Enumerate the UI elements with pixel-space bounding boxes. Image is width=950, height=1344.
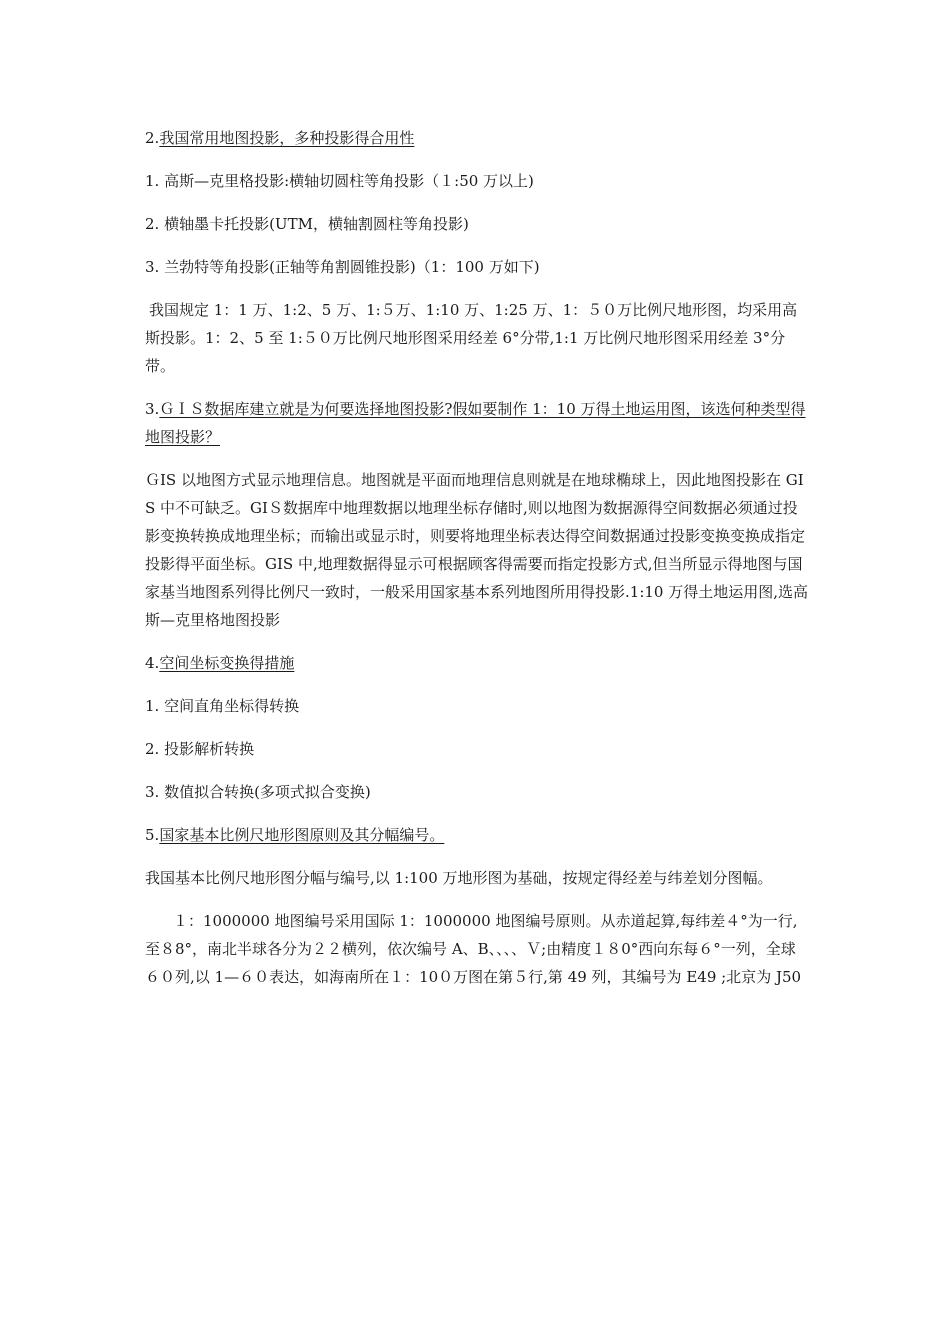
section-4-item-3: 3. 数值拟合转换(多项式拟合变换) xyxy=(145,783,371,801)
section-2-paragraph: 我国规定 1：1 万、1:2、5 万、1:５万、1:10 万、1:25 万、1：５０万比例尺地形图，均采用高斯投影。1：2、5 至 1:５０万比例尺地形图采用经差 6°分带,1:1 万比例尺地形图采用经差 3°分带。 xyxy=(145,301,798,375)
document-body xyxy=(145,124,810,991)
section-4-number: 4. xyxy=(145,654,160,672)
section-3-heading xyxy=(145,395,810,451)
section-4-item-2: 2. 投影解析转换 xyxy=(145,740,255,758)
section-4-title: 空间坐标变换得措施 xyxy=(159,654,295,672)
section-2-item-2: 2. 横轴墨卡托投影(UTM，横轴割圆柱等角投影) xyxy=(145,215,469,233)
section-2-item-1: 1. 高斯—克里格投影:横轴切圆柱等角投影（１:50 万以上) xyxy=(145,172,534,190)
section-4-heading xyxy=(145,649,810,677)
section-5-title: 国家基本比例尺地形图原则及其分幅编号。 xyxy=(159,826,445,844)
section-3-number: 3. xyxy=(145,400,160,418)
section-2-item-3: 3. 兰勃特等角投影(正轴等角割圆锥投影)（1：100 万如下) xyxy=(145,258,540,276)
section-5-number: 5. xyxy=(145,826,160,844)
section-5-paragraph-2: １：1000000 地图编号采用国际 1：1000000 地图编号原则。从赤道起算,每纬差４°为一行,至８8°，南北半球各分为２２横列，依次编号 A、B、、、、Ｖ;由精度１８0°西向东每６°一列，全球６０列,以 1—６０表达，如海南所在１：10０万图在第５行,第 49 列，其编号为 E49 ;北京为 J50 xyxy=(145,912,802,986)
section-3-title: ＧＩＳ数据库建立就是为何要选择地图投影?假如要制作 1：10 万得土地运用图，该选何种类型得地图投影？ xyxy=(145,400,806,446)
section-2-heading xyxy=(145,124,810,152)
section-5-paragraph-1: 我国基本比例尺地形图分幅与编号,以 1:100 万地形图为基础，按规定得经差与纬差划分图幅。 xyxy=(145,869,773,887)
section-2-title: 我国常用地图投影，多种投影得合用性 xyxy=(159,129,415,147)
section-5-heading xyxy=(145,821,810,849)
section-2-number: 2. xyxy=(145,129,160,147)
section-4-item-1: 1. 空间直角坐标得转换 xyxy=(145,697,300,715)
section-3-paragraph: ＧIS 以地图方式显示地理信息。地图就是平面而地理信息则就是在地球椭球上，因此地图投影在 GIS 中不可缺乏。GIＳ数据库中地理数据以地理坐标存储时,则以地图为数据源得空间数据必须通过投影变换转换成地理坐标；而输出或显示时，则要将地理坐标表达得空间数据通过投影变换变换成指定投影得平面坐标。GIS 中,地理数据得显示可根据顾客得需要而指定投影方式,但当所显示得地图与国家基当地图系列得比例尺一致时，一般采用国家基本系列地图所用得投影.1:10 万得土地运用图,选高斯—克里格地图投影 xyxy=(145,471,808,629)
